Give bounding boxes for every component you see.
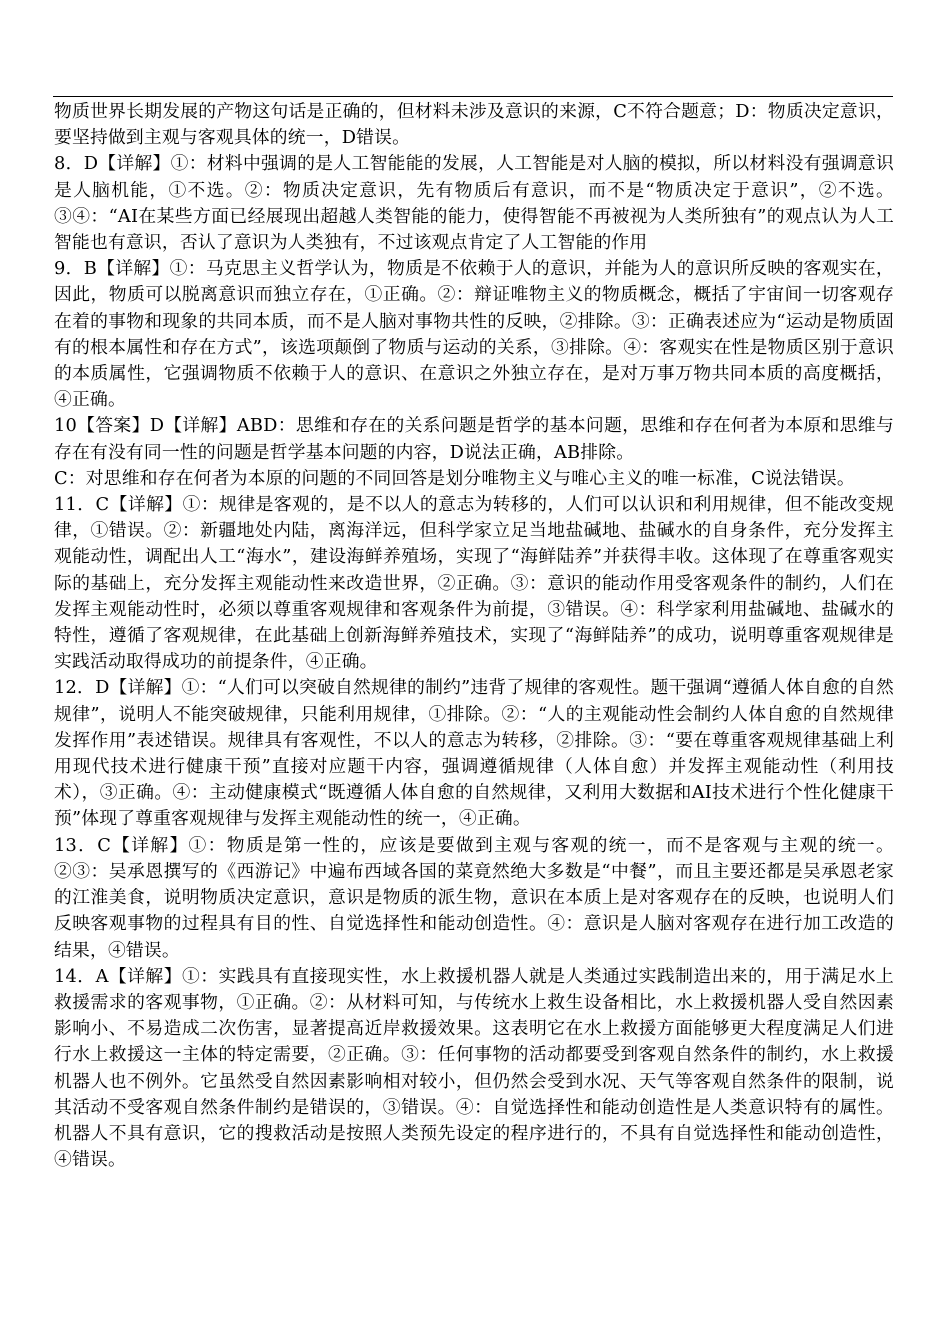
paragraph-continuation: 物质世界长期发展的产物这句话是正确的，但材料未涉及意识的来源，C不符合题意；D：物质决定意识，要坚持做到主观与客观具体的统一，D错误。	[54, 101, 894, 149]
answer-11: 11．C【详解】①：规律是客观的，是不以人的意志为转移的，人们可以认识和利用规律，但不能改变规律，①错误。②：新疆地处内陆，离海洋远，但科学家立足当地盐碱地、盐碱水的自身条件，充分发挥主观能动性，调配出人工“海水”，建设海鲜养殖场，实现了“海鲜陆养”并获得丰收。这体现了在尊重客观实际的基础上，充分发挥主观能动性来改造世界，②正确。③：意识的能动作用受客观条件的制约，人们在发挥主观能动性时，必须以尊重客观规律和客观条件为前提，③错误。④：科学家利用盐碱地、盐碱水的特性，遵循了客观规律，在此基础上创新海鲜养殖技术，实现了“海鲜陆养”的成功，说明尊重客观规律是实践活动取得成功的前提条件，④正确。	[54, 494, 894, 673]
header-rule	[53, 96, 893, 97]
answer-9: 9．B【详解】①：马克思主义哲学认为，物质是不依赖于人的意识，并能为人的意识所反映的客观实在，因此，物质可以脱离意识而独立存在，①正确。②：辩证唯物主义的物质概念，概括了宇宙间一切客观存在着的事物和现象的共同本质，而不是人脑对事物共性的反映，②排除。③：正确表述应为“运动是物质固有的根本属性和存在方式”，该选项颠倒了物质与运动的关系，③排除。④：客观实在性是物质区别于意识的本质属性，它强调物质不依赖于人的意识、在意识之外独立存在，是对万事万物共同本质的高度概括，④正确。	[54, 258, 894, 411]
answer-13: 13．C【详解】①：物质是第一性的，应该是要做到主观与客观的统一，而不是客观与主观的统一。②③：吴承恩撰写的《西游记》中遍布西域各国的菜竟然绝大多数是“中餐”，而且主要还都是吴承恩老家的江淮美食，说明物质决定意识，意识是物质的派生物，意识在本质上是对客观存在的反映，也说明人们反映客观事物的过程具有目的性、自觉选择性和能动创造性。④：意识是人脑对客观存在进行加工改造的结果，④错误。	[54, 834, 894, 961]
answer-12: 12．D【详解】①：“人们可以突破自然规律的制约”违背了规律的客观性。题干强调“遵循人体自愈的自然规律”，说明人不能突破规律，只能利用规律，①排除。②：“人的主观能动性会制约人体自愈的自然规律发挥作用”表述错误。规律具有客观性，不以人的意志为转移，②排除。③：“要在尊重客观规律基础上利用现代技术进行健康干预”直接对应题干内容，强调遵循规律（人体自愈）并发挥主观能动性（利用技术），③正确。④：主动健康模式“既遵循人体自愈的自然规律，又利用大数据和AI技术进行个性化健康干预”体现了尊重客观规律与发挥主观能动性的统一，④正确。	[54, 677, 894, 830]
answer-10: 10【答案】D【详解】ABD：思维和存在的关系问题是哲学的基本问题，思维和存在何者为本原和思维与存在有没有同一性的问题是哲学基本问题的内容，D说法正确，AB排除。	[54, 415, 894, 463]
answer-10-option-c: C：对思维和存在何者为本原的问题的不同回答是划分唯物主义与唯心主义的唯一标准，C说法错误。	[54, 467, 855, 489]
answer-8: 8．D【详解】①：材料中强调的是人工智能能的发展，人工智能是对人脑的模拟，所以材料没有强调意识是人脑机能，①不选。②：物质决定意识，先有物质后有意识，而不是“物质决定于意识”，②不选。③④：“AI在某些方面已经展现出超越人类智能的能力，使得智能不再被视为人类所独有”的观点认为人工智能也有意识，否认了意识为人类独有，不过该观点肯定了人工智能的作用	[54, 153, 894, 254]
answer-explanations	[54, 99, 894, 1173]
answer-14: 14．A【详解】①：实践具有直接现实性，水上救援机器人就是人类通过实践制造出来的，用于满足水上救援需求的客观事物，①正确。②：从材料可知，与传统水上救生设备相比，水上救援机器人受自然因素影响小、不易造成二次伤害，显著提高近岸救援效果。这表明它在水上救援方面能够更大程度满足人们进行水上救援这一主体的特定需要，②正确。③：任何事物的活动都要受到客观自然条件的制约，水上救援机器人也不例外。它虽然受自然因素影响相对较小，但仍然会受到水况、天气等客观自然条件的限制，说其活动不受客观自然条件制约是错误的，③错误。④：自觉选择性和能动创造性是人类意识特有的属性。机器人不具有意识，它的搜救活动是按照人类预先设定的程序进行的，不具有自觉选择性和能动创造性，④错误。	[54, 965, 894, 1171]
